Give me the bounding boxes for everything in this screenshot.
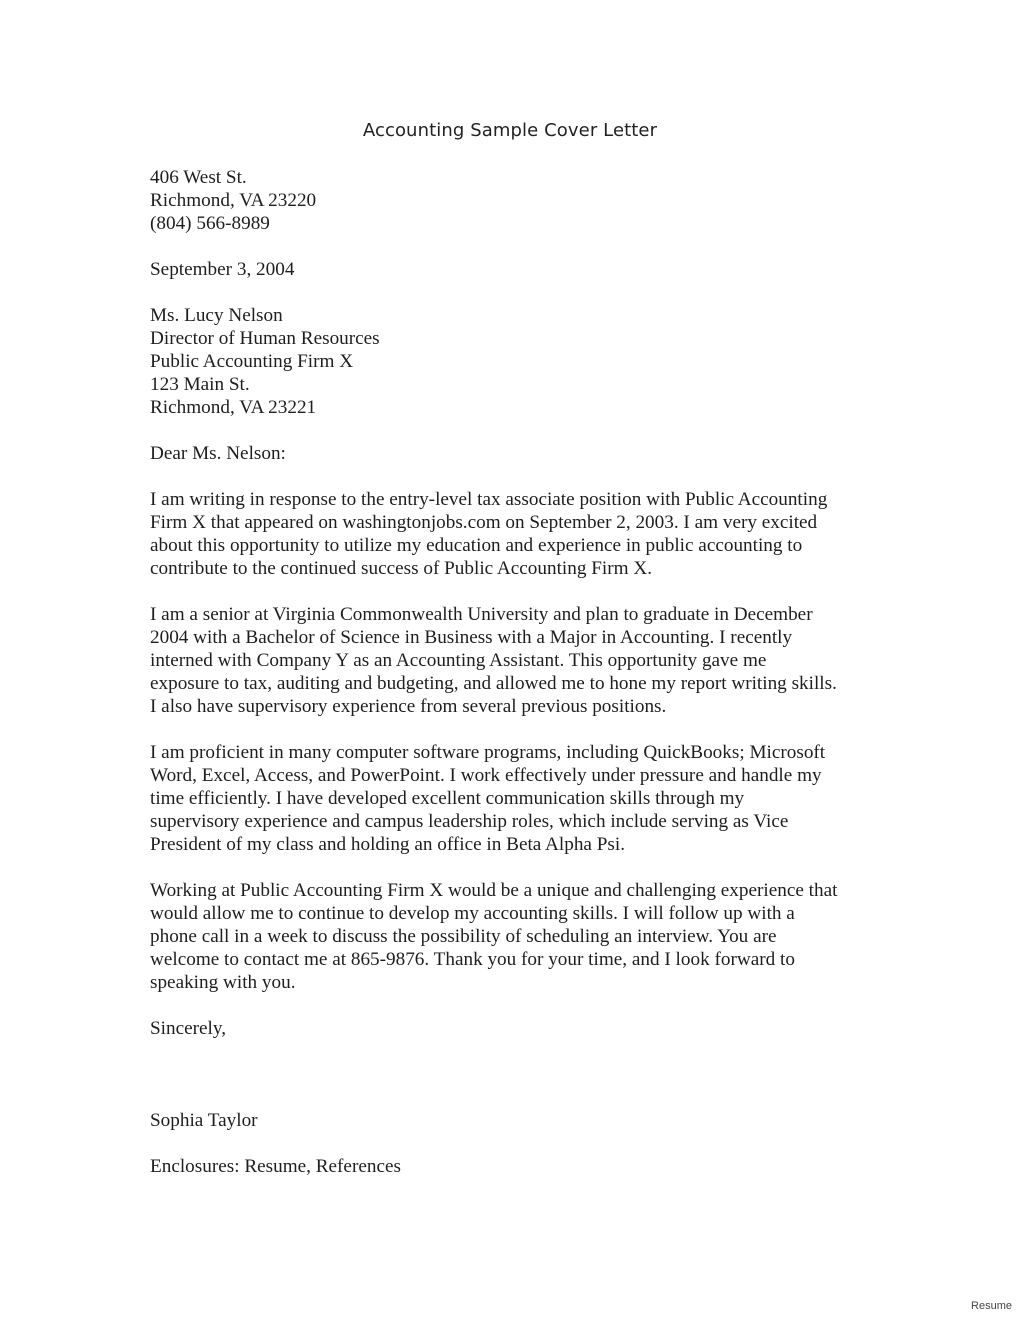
paragraph-4 — [150, 879, 890, 994]
recipient-address-line: Director of Human Resources — [150, 328, 380, 349]
paragraph-line: supervisory experience and campus leadership roles, which include serving as Vice — [150, 811, 789, 832]
paragraph-line: would allow me to continue to develop my accounting skills. I will follow up with a — [150, 903, 795, 924]
paragraph-3 — [150, 741, 890, 856]
paragraph-line: President of my class and holding an office in Beta Alpha Psi. — [150, 834, 625, 855]
paragraph-line: exposure to tax, auditing and budgeting, and allowed me to hone my report writing skills. — [150, 673, 837, 694]
paragraph-2 — [150, 603, 890, 718]
paragraph-line: Firm X that appeared on washingtonjobs.com on September 2, 2003. I am very excited — [150, 512, 818, 533]
paragraph-line: time efficiently. I have developed excellent communication skills through my — [150, 788, 745, 809]
paragraph-line: 2004 with a Bachelor of Science in Business with a Major in Accounting. I recently — [150, 627, 793, 648]
paragraph-line: about this opportunity to utilize my education and experience in public accounting to — [150, 535, 803, 556]
signature-space — [150, 1063, 890, 1109]
paragraph-line: welcome to contact me at 865-9876. Thank you for your time, and I look forward to — [150, 949, 795, 970]
paragraph-line: Working at Public Accounting Firm X would be a unique and challenging experience that — [150, 880, 838, 901]
closing — [150, 1017, 890, 1040]
paragraph-line: I am proficient in many computer software programs, including QuickBooks; Microsoft — [150, 742, 826, 763]
paragraph-line: Word, Excel, Access, and PowerPoint. I work effectively under pressure and handle my — [150, 765, 822, 786]
sender-address-line: 406 West St. — [150, 167, 247, 188]
recipient-address-line: Public Accounting Firm X — [150, 351, 354, 372]
recipient-address-line: Richmond, VA 23221 — [150, 397, 317, 418]
paragraph-line: contribute to the continued success of Public Accounting Firm X. — [150, 558, 652, 579]
letter-date — [150, 258, 890, 281]
sender-address-line: Richmond, VA 23220 — [150, 190, 317, 211]
recipient-address-line: 123 Main St. — [150, 374, 250, 395]
paragraph-line: I also have supervisory experience from several previous positions. — [150, 696, 667, 717]
paragraph-line: I am a senior at Virginia Commonwealth University and plan to graduate in December — [150, 604, 813, 625]
footer-label: Resume — [971, 1300, 1012, 1312]
salutation-line: Dear Ms. Nelson: — [150, 443, 286, 464]
enclosures — [150, 1155, 890, 1178]
sender-address-line: (804) 566-8989 — [150, 213, 270, 234]
signature-name — [150, 1109, 890, 1132]
paragraph-1 — [150, 488, 890, 580]
signature-name-line: Sophia Taylor — [150, 1110, 258, 1131]
salutation — [150, 442, 890, 465]
paragraph-line: speaking with you. — [150, 972, 296, 993]
sender-address — [150, 166, 890, 235]
paragraph-line: interned with Company Y as an Accounting Assistant. This opportunity gave me — [150, 650, 767, 671]
paragraph-line: I am writing in response to the entry-level tax associate position with Public Accounting — [150, 489, 828, 510]
date-line: September 3, 2004 — [150, 259, 295, 280]
recipient-address-line: Ms. Lucy Nelson — [150, 305, 283, 326]
letter-body — [150, 166, 890, 1201]
recipient-address — [150, 304, 890, 419]
document-title: Accounting Sample Cover Letter — [362, 120, 658, 141]
closing-line: Sincerely, — [150, 1018, 227, 1039]
paragraph-line: phone call in a week to discuss the possibility of scheduling an interview. You are — [150, 926, 777, 947]
enclosures-line: Enclosures: Resume, References — [150, 1156, 401, 1177]
